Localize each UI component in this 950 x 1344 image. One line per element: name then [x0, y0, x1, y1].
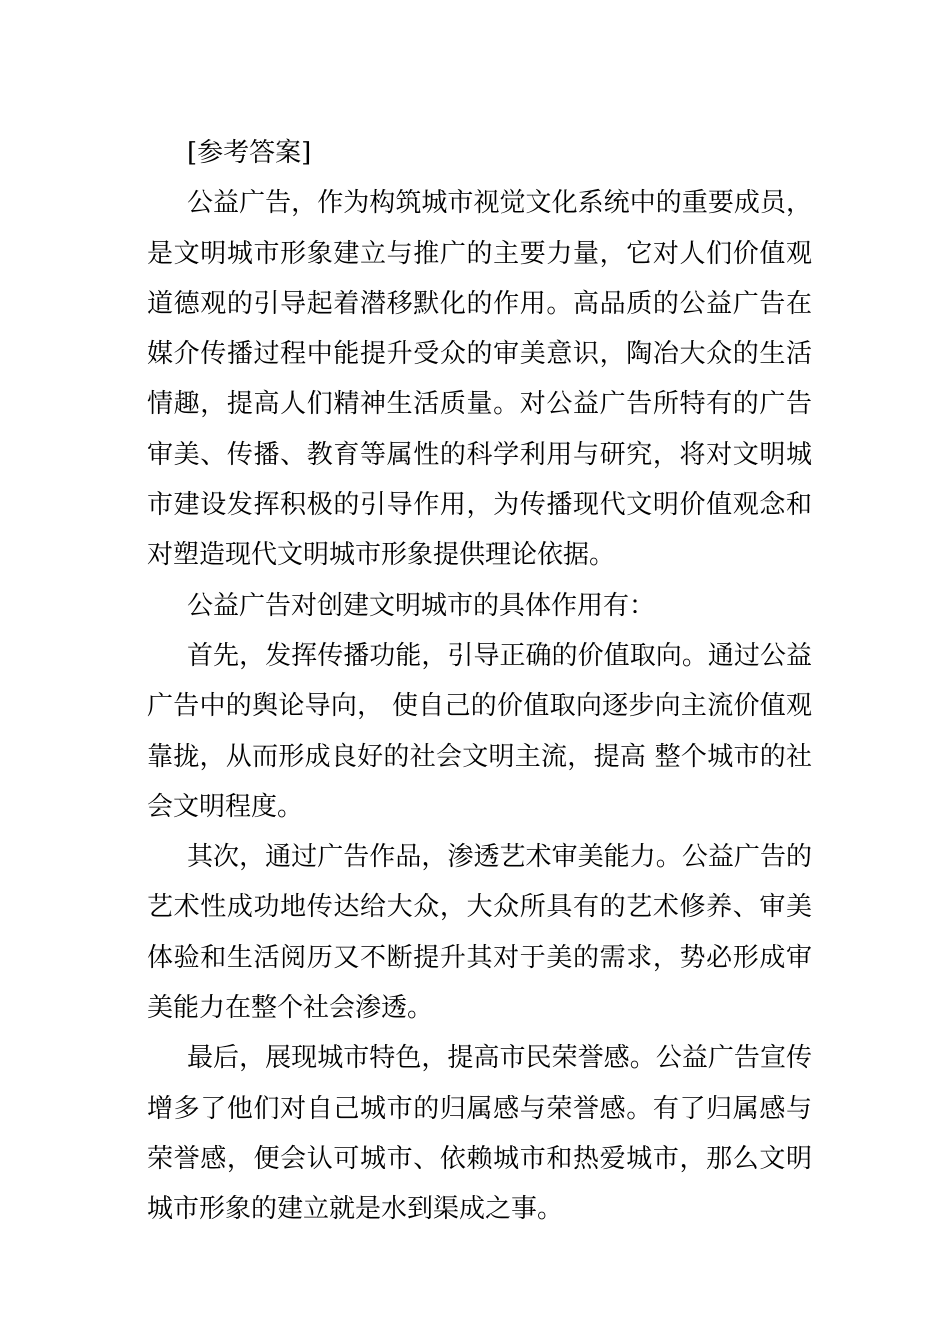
document-body	[147, 128, 812, 1235]
paragraph-intro: 公益广告，作为构筑城市视觉文化系统中的重要成员，是文明城市形象建立与推广的主要力量，它对人们价值观道德观的引导起着潜移默化的作用。高品质的公益广告在媒介传播过程中能提升受众的审美意识，陶冶大众的生活情趣，提高人们精神生活质量。对公益广告所特有的广告审美、传播、教育等属性的科学利用与研究，将对文明城市建设发挥积极的引导作用，为传播现代文明价值观念和对塑造现代文明城市形象提供理论依据。	[147, 188, 812, 571]
paragraph-third-role: 最后，展现城市特色，提高市民荣誉感。公益广告宣传增多了他们对自己城市的归属感与荣誉感。有了归属感与荣誉感，便会认可城市、依赖城市和热爱城市，那么文明城市形象的建立就是水到渠成之事。	[147, 1043, 812, 1225]
paragraph-roles-lead: 公益广告对创建文明城市的具体作用有：	[187, 590, 656, 621]
paragraph-second-role: 其次，通过广告作品，渗透艺术审美能力。公益广告的艺术性成功地传达给大众，大众所具有的艺术修养、审美体验和生活阅历又不断提升其对于美的需求，势必形成审美能力在整个社会渗透。	[147, 842, 812, 1024]
paragraph-first-role: 首先，发挥传播功能，引导正确的价值取向。通过公益广告中的舆论导向， 使自己的价值取向逐步向主流价值观靠拢，从而形成良好的社会文明主流，提高 整个城市的社会文明程度。	[147, 640, 812, 822]
answer-heading: [参考答案]	[187, 138, 312, 168]
